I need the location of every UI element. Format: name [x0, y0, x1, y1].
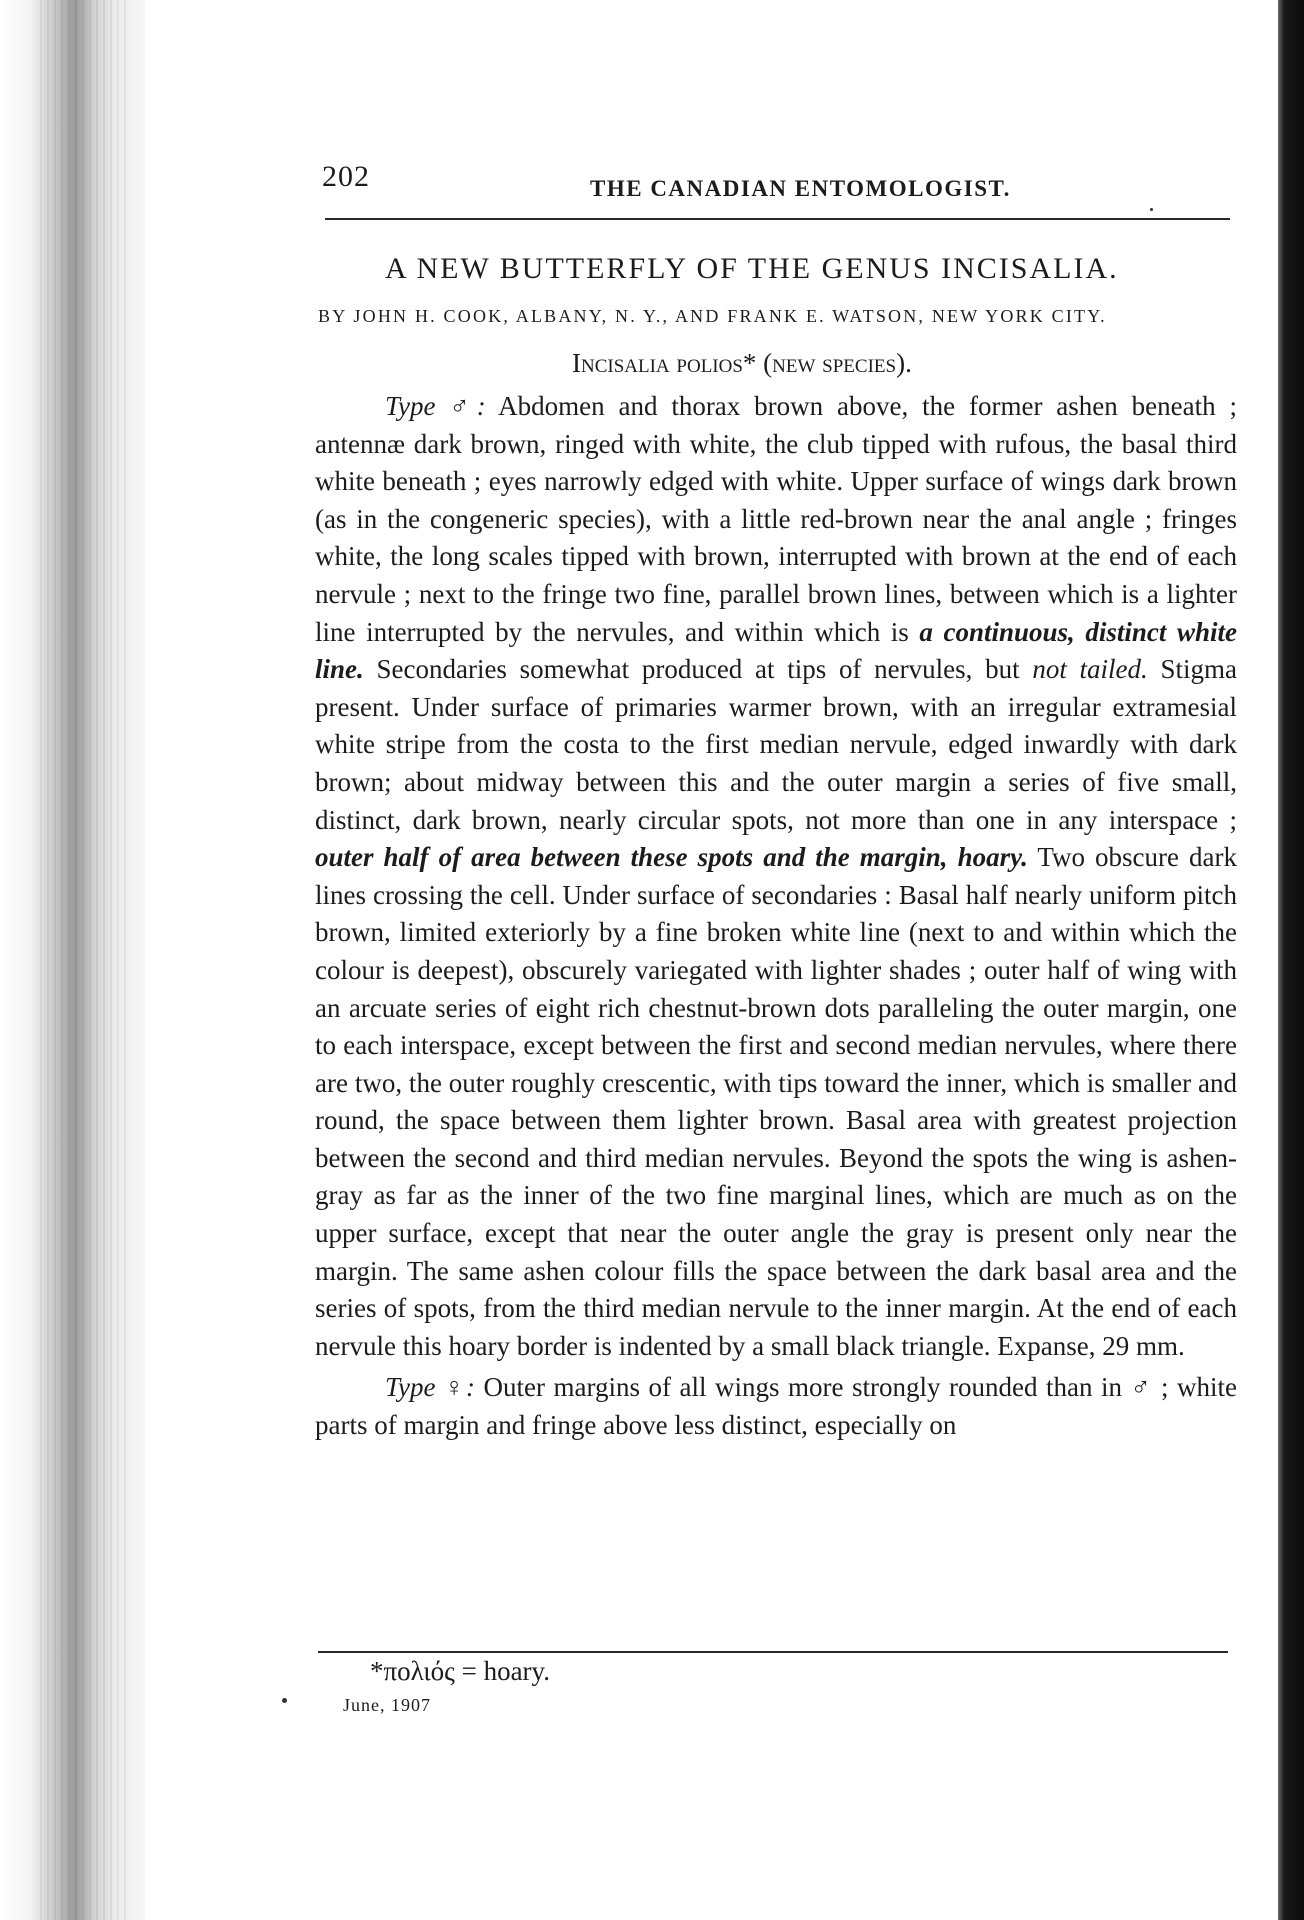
article-byline: BY JOHN H. COOK, ALBANY, N. Y., AND FRANK E. WATSON, NEW YORK CITY.	[318, 306, 1107, 326]
header-rule	[325, 218, 1230, 220]
species-heading-text: Incisalia polios* (new species).	[572, 348, 912, 378]
male-emphasis-3: outer half of area between these spots and the margin, hoary.	[315, 842, 1028, 873]
male-description	[315, 388, 1237, 1365]
running-head: THE CANADIAN ENTOMOLOGIST.	[590, 176, 1011, 201]
footnote-rule	[318, 1651, 1228, 1653]
species-heading	[572, 348, 912, 379]
male-emphasis-2: not tailed.	[1032, 654, 1148, 685]
male-text-2: Secondaries somewhat produced at tips of nervules, but	[363, 654, 1033, 685]
male-text-4: Two obscure dark lines crossing the cell. Under surface of secondaries : Basal half nearly uniform pitch brown, limited exteriorly by a fine broken white line (next to and within which the colour is deepest), obscurely variegated with lighter shades ; outer half of wing with an arcuate series of eight rich chestnut-brown dots paralleling the outer margin, one to each interspace, except between the first and second median nervules, where there are two, the outer roughly crescentic, with tips toward the inner, which is smaller and round, the space between them lighter brown. Basal area with greatest projection between the second and third median nervules. Beyond the spots the wing is ashen-gray as far as the inner of the two fine marginal lines, which are much as on the upper surface, except that near the outer angle the gray is present only near the margin. The same ashen colour fills the space between the dark basal area and the series of spots, from the third median nervule to the inner margin. At the end of each nervule this hoary border is indented by a small black triangle. Expanse, 29 mm.	[315, 842, 1237, 1361]
male-type-label: Type ♂:	[385, 391, 486, 421]
article-body	[315, 388, 1237, 1445]
article-title: A NEW BUTTERFLY OF THE GENUS INCISALIA.	[385, 252, 1119, 285]
female-text: Outer margins of all wings more strongly rounded than in ♂ ; white parts of margin and fringe above less distinct, especially on	[315, 1372, 1237, 1441]
scan-speck	[282, 1698, 287, 1703]
female-type-label: Type ♀:	[385, 1372, 475, 1403]
page-number: 202	[322, 160, 370, 193]
issue-date: June, 1907	[343, 1695, 431, 1715]
male-emphasis-1: a continuous, distinct white line.	[315, 616, 1237, 685]
scan-speck	[1150, 208, 1153, 211]
male-text-3: Stigma present. Under surface of primaries warmer brown, with an irregular extramesial white stripe from the costa to the first median nervule, edged inwardly with dark brown; about midway between this and the outer margin a series of five small, distinct, dark brown, nearly circular spots, not more than one in any interspace ;	[315, 654, 1238, 835]
footnote: *πολιός = hoary.	[370, 1656, 551, 1686]
male-text-1: Abdomen and thorax brown above, the former ashen beneath ; antennæ dark brown, ringed with white, the club tipped with rufous, the basal third white beneath ; eyes narrowly edged with white. Upper surface of wings dark brown (as in the congeneric species), with a little red-brown near the anal angle ; fringes white, the long scales tipped with brown, interrupted with brown at the end of each nervule ; next to the fringe two fine, parallel brown lines, between which is a lighter line interrupted by the nervules, and within which is	[315, 391, 1237, 647]
female-description	[315, 1369, 1237, 1444]
